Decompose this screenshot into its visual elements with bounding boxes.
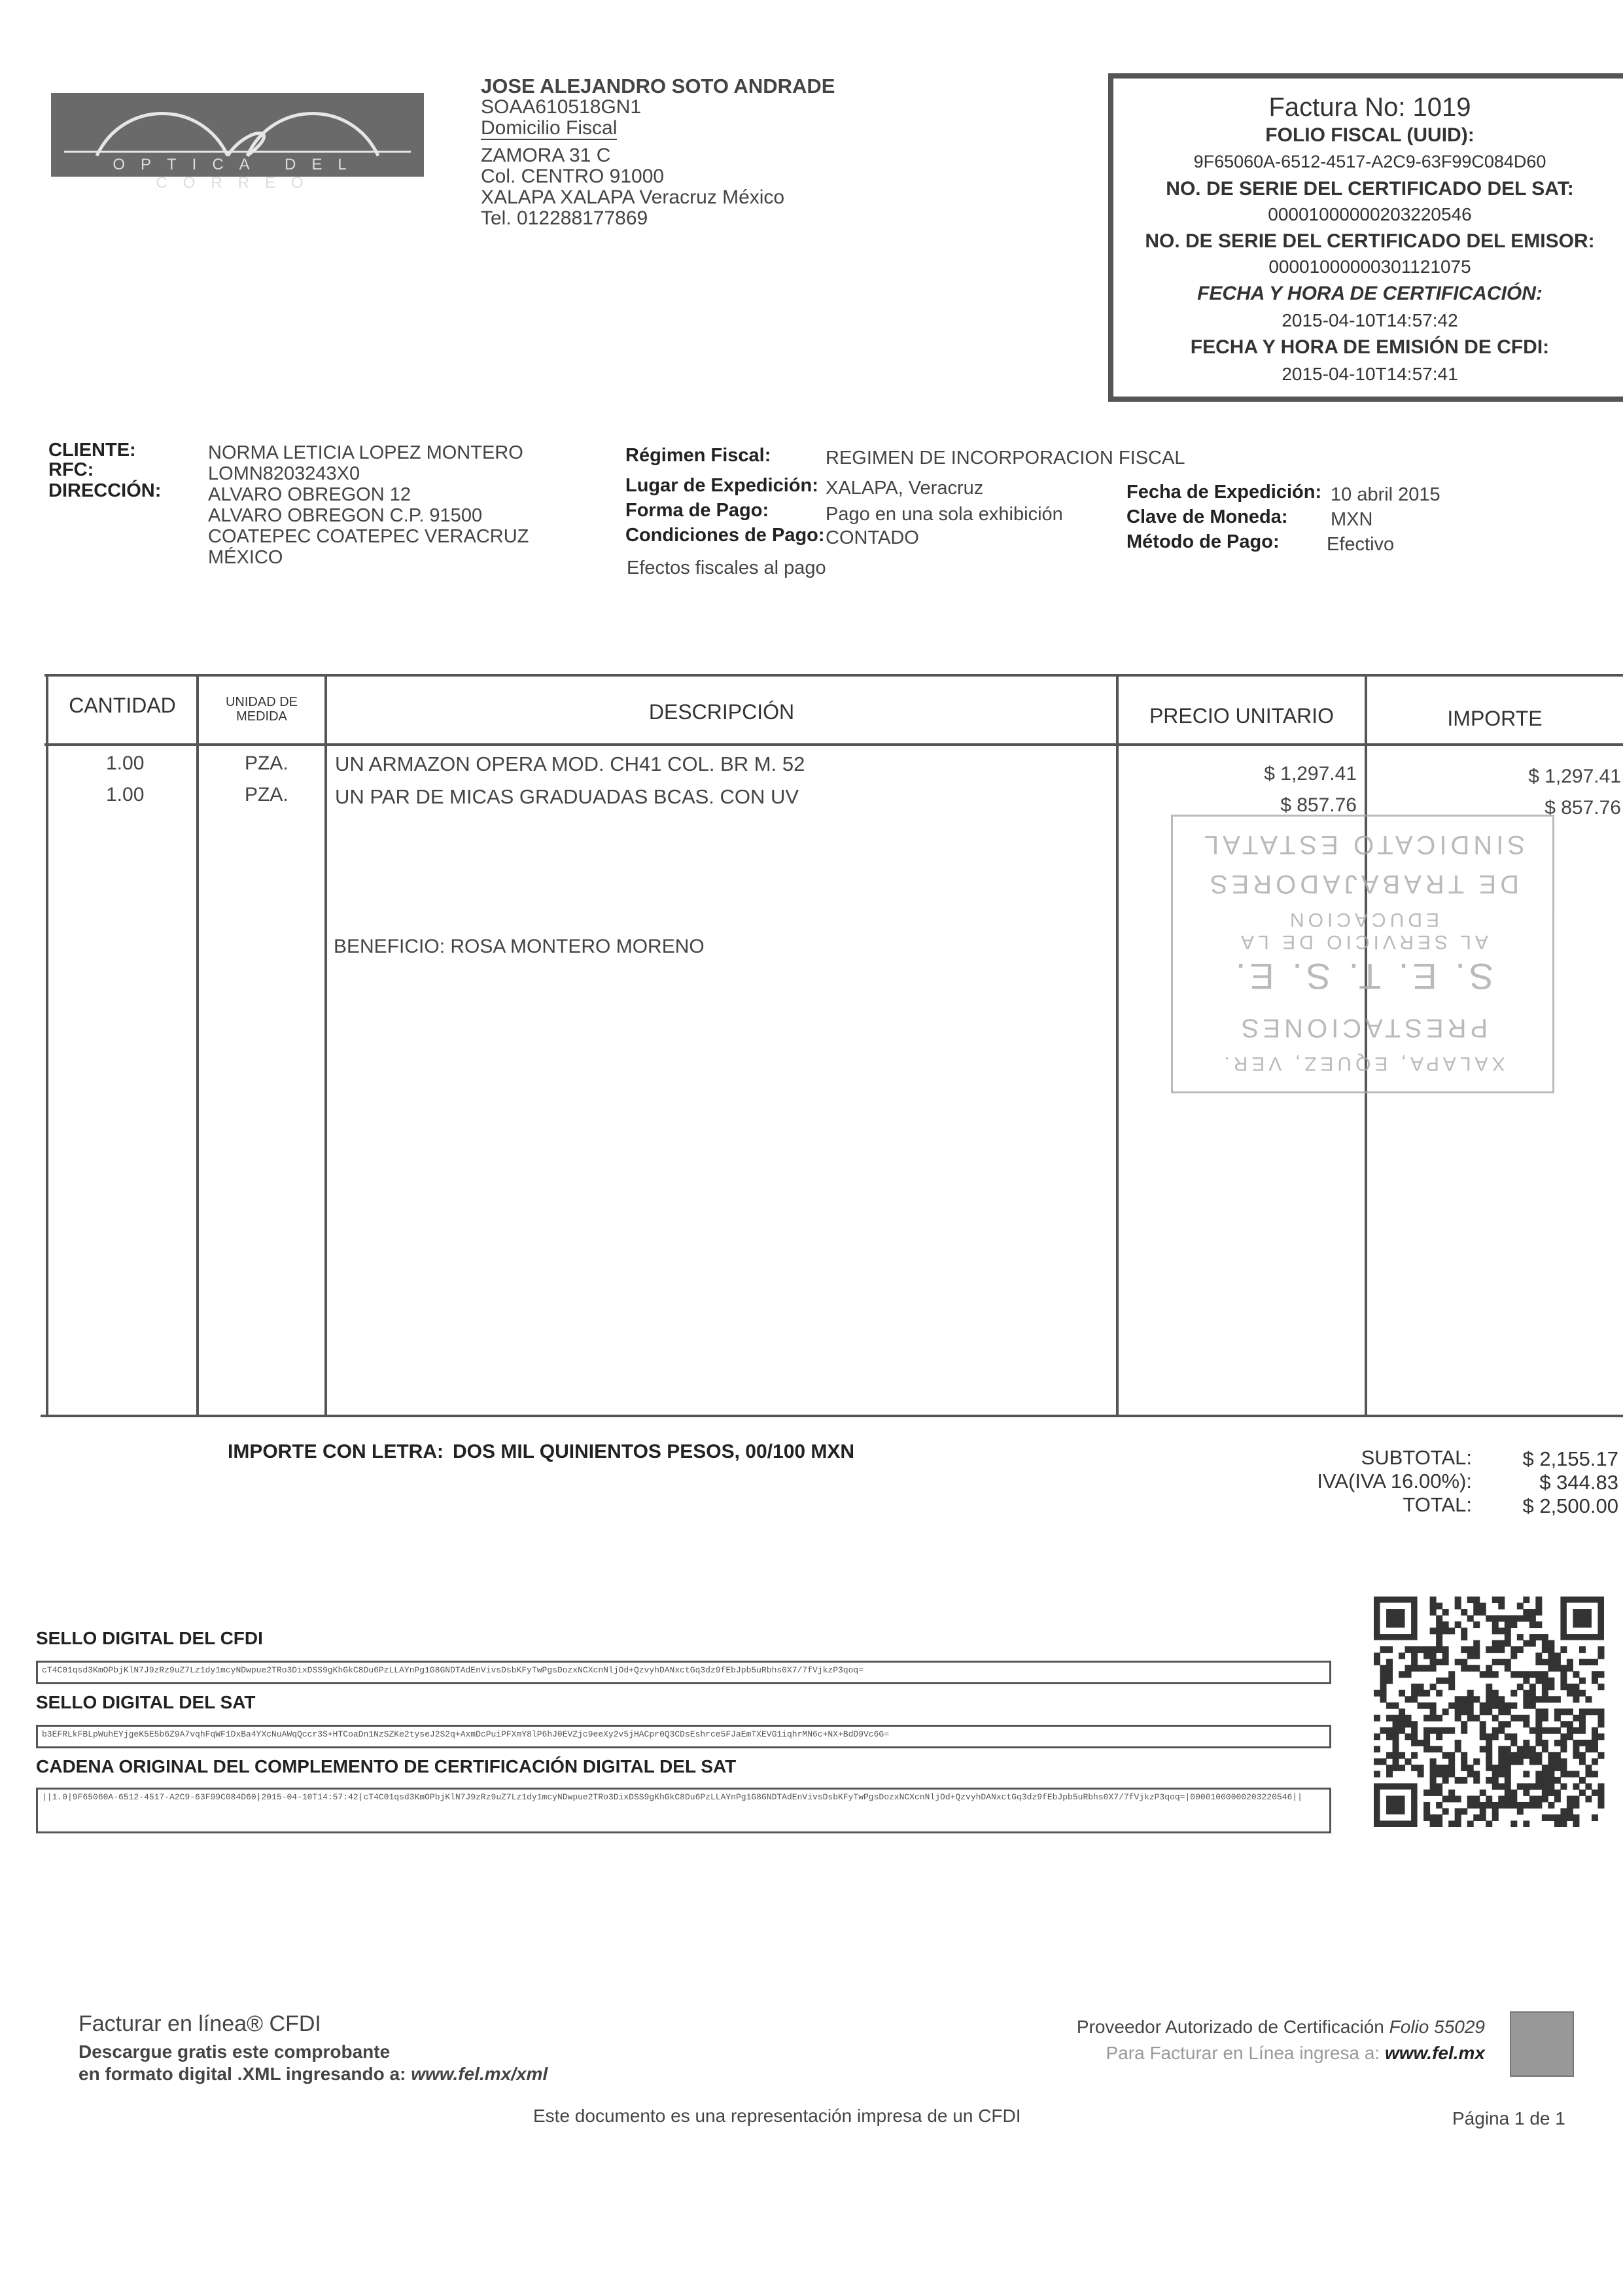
row2-unidad: PZA. <box>245 784 288 805</box>
footer-facturar <box>1021 2043 1485 2064</box>
stamp-line-6: XALAPA, EQUEZ, VER. <box>1220 1053 1505 1074</box>
header-cantidad: CANTIDAD <box>69 694 176 717</box>
footer-line1: Descargue gratis este comprobante <box>79 2041 391 2062</box>
lugar-label: Lugar de Expedición: <box>625 475 818 496</box>
forma-value: Pago en una sola exhibición <box>826 504 1063 525</box>
sello-sat-box: b3EFRLkFBLpWuhEYjgeK5E5b6Z9A7vqhFqWF1DxBa4YXcNuAWqQccr3S+HTCoaDn1NzSZKe2tyseJ2S2q+AxmDcPuiPFXmY8lP6hJ0EVZjc9eeXy2v5jHACpr0Q3CDsEshrce5FJaEmTXEVG1iqhrMN6c+NX+BdD9Vc6G= <box>36 1725 1331 1748</box>
footer-line2 <box>79 2064 548 2085</box>
stamp-line-3: AL SERVICIO DE LA EDUCACION <box>1237 909 1488 953</box>
condiciones-value: CONTADO <box>826 527 919 548</box>
moneda-label: Clave de Moneda: <box>1126 506 1288 527</box>
cadena-original-box: ||1.0|9F65060A-6512-4517-A2C9-63F99C084D60|2015-04-10T14:57:42|cT4C01qsd3KmOPbjKlN7J9zRz9uZ7Lz1dy1mcyNDwpue2TRo3DixDSS9gKhGkC8Du6PzLLAYnPg1G8GNDTAdEnVivsDsbKFyTwPgsDozxNCXcnNljOd+QzvyhDANxctGq3dz9fEbJpb5uRbhs0X7/7fVjkzP3qoq=|00001000000203220546|| <box>36 1788 1331 1833</box>
row1-unidad: PZA. <box>245 752 288 774</box>
lugar-value: XALAPA, Veracruz <box>826 478 984 499</box>
logo-text: OPTICA DEL CORREO <box>113 156 362 192</box>
rfc-label: RFC: <box>48 459 94 480</box>
company-logo <box>51 93 424 192</box>
row1-cantidad: 1.00 <box>106 752 145 774</box>
sello-sat-label: SELLO DIGITAL DEL SAT <box>36 1692 256 1712</box>
footer-facturar-text: Para Facturar en Línea ingresa a: <box>1106 2043 1385 2063</box>
cadena-original-label: CADENA ORIGINAL DEL COMPLEMENTO DE CERTIFICACIÓN DIGITAL DEL SAT <box>36 1756 737 1776</box>
issuer-phone: Tel. 012288177869 <box>481 207 648 229</box>
stamp-line-2: DE TRABAJADORES <box>1206 870 1520 898</box>
emisor-cert-value: 00001000000301121075 <box>1268 256 1471 277</box>
subtotal-label: SUBTOTAL: <box>1361 1446 1472 1469</box>
moneda-value: MXN <box>1331 509 1373 530</box>
emit-date-value: 2015-04-10T14:57:41 <box>1282 364 1458 384</box>
footer-brand: Facturar en línea® CFDI <box>79 2011 321 2036</box>
sat-cert-label: NO. DE SERIE DEL CERTIFICADO DEL SAT: <box>1166 178 1574 200</box>
footer-proveedor <box>1021 2017 1485 2038</box>
sat-cert-value: 00001000000203220546 <box>1268 204 1472 224</box>
fecha-label: Fecha de Expedición: <box>1126 482 1322 503</box>
total-value: $ 2,500.00 <box>1522 1494 1618 1517</box>
cliente-value: NORMA LETICIA LOPEZ MONTERO <box>208 442 523 463</box>
forma-label: Forma de Pago: <box>625 500 769 521</box>
efectos-fiscales: Efectos fiscales al pago <box>627 557 826 578</box>
footer-line2-text: en formato digital .XML ingresando a: <box>79 2064 411 2084</box>
row2-precio: $ 857.76 <box>1280 794 1357 816</box>
iva-label: IVA(IVA 16.00%): <box>1317 1470 1472 1492</box>
total-label: TOTAL: <box>1403 1493 1472 1516</box>
fecha-value: 10 abril 2015 <box>1331 484 1440 505</box>
iva-value: $ 344.83 <box>1539 1471 1618 1494</box>
direccion-line1: ALVARO OBREGON 12 <box>208 484 411 505</box>
regimen-label: Régimen Fiscal: <box>625 445 771 466</box>
header-unidad-1: UNIDAD DE <box>225 695 298 709</box>
subtotal-value: $ 2,155.17 <box>1522 1447 1618 1470</box>
cert-date-label: FECHA Y HORA DE CERTIFICACIÓN: <box>1197 283 1543 304</box>
sello-cfdi-label: SELLO DIGITAL DEL CFDI <box>36 1628 263 1648</box>
header-descripcion: DESCRIPCIÓN <box>648 700 795 724</box>
issuer-rfc: SOAA610518GN1 <box>481 96 642 118</box>
folio-value: 9F65060A-6512-4517-A2C9-63F99C084D60 <box>1193 152 1546 171</box>
rfc-value: LOMN8203243X0 <box>208 463 360 484</box>
qr-code <box>1374 1597 1609 1827</box>
footer-representacion: Este documento es una representación impresa de un CFDI <box>533 2106 1021 2126</box>
union-stamp <box>1171 815 1554 1093</box>
footer-folio: Folio 55029 <box>1389 2017 1485 2037</box>
issuer-city: XALAPA XALAPA Veracruz México <box>481 186 785 208</box>
importe-letra-label: IMPORTE CON LETRA: <box>228 1441 444 1462</box>
stamp-line-5: PRESTACIONES <box>1237 1014 1488 1042</box>
cliente-label: CLIENTE: <box>48 440 136 461</box>
emisor-cert-label: NO. DE SERIE DEL CERTIFICADO DEL EMISOR: <box>1145 230 1595 252</box>
footer-xml-link[interactable]: www.fel.mx/xml <box>411 2064 548 2084</box>
cert-date-value: 2015-04-10T14:57:42 <box>1282 310 1458 330</box>
sello-cfdi-box: cT4C01qsd3KmOPbjKlN7J9zRz9uZ7Lz1dy1mcyNDwpue2TRo3DixDSS9gKhGkC8Du6PzLLAYnPg1G8GNDTAdEnVivsDsbKFyTwPgsDozxNCXcnNljOd+QzvyhDANxctGq3dz9fEbJpb5uRbhs0X7/7fVjkzP3qoq= <box>36 1661 1331 1684</box>
direccion-line4: MÉXICO <box>208 547 283 568</box>
emit-date-label: FECHA Y HORA DE EMISIÓN DE CFDI: <box>1190 336 1550 358</box>
row2-cantidad: 1.00 <box>106 784 145 805</box>
row1-importe: $ 1,297.41 <box>1528 766 1621 787</box>
header-precio: PRECIO UNITARIO <box>1149 704 1335 728</box>
invoice-number: Factura No: 1019 <box>1268 93 1471 122</box>
pac-seal-icon <box>1510 2011 1574 2077</box>
page-number: Página 1 de 1 <box>1452 2108 1565 2128</box>
row1-descripcion: UN ARMAZON OPERA MOD. CH41 COL. BR M. 52 <box>335 752 805 775</box>
footer-proveedor-text: Proveedor Autorizado de Certificación <box>1076 2017 1389 2037</box>
beneficio-text: BENEFICIO: ROSA MONTERO MORENO <box>334 936 705 957</box>
condiciones-label: Condiciones de Pago: <box>625 525 825 546</box>
header-unidad-2: MEDIDA <box>236 709 287 724</box>
metodo-label: Método de Pago: <box>1126 531 1280 552</box>
importe-letra-value: DOS MIL QUINIENTOS PESOS, 00/100 MXN <box>453 1441 855 1462</box>
metodo-value: Efectivo <box>1327 534 1395 555</box>
regimen-value: REGIMEN DE INCORPORACION FISCAL <box>826 448 1185 468</box>
issuer-domicilio-label: Domicilio Fiscal <box>481 117 618 139</box>
invoice-info-box <box>1108 73 1623 402</box>
row2-descripcion: UN PAR DE MICAS GRADUADAS BCAS. CON UV <box>335 785 799 808</box>
direccion-line3: COATEPEC COATEPEC VERACRUZ <box>208 526 529 547</box>
header-importe: IMPORTE <box>1447 707 1543 730</box>
issuer-colonia: Col. CENTRO 91000 <box>481 166 665 187</box>
folio-label: FOLIO FISCAL (UUID): <box>1265 124 1475 146</box>
direccion-line2: ALVARO OBREGON C.P. 91500 <box>208 505 483 526</box>
footer-fel-link[interactable]: www.fel.mx <box>1384 2043 1485 2063</box>
row2-importe: $ 857.76 <box>1544 797 1621 819</box>
row1-precio: $ 1,297.41 <box>1264 763 1357 785</box>
direccion-label: DIRECCIÓN: <box>48 480 162 501</box>
issuer-name: JOSE ALEJANDRO SOTO ANDRADE <box>481 75 835 97</box>
stamp-line-4: S. E. T. S. E. <box>1231 956 1494 997</box>
stamp-line-1: SINDICATO ESTATAL <box>1200 830 1526 859</box>
issuer-street: ZAMORA 31 C <box>481 145 611 166</box>
